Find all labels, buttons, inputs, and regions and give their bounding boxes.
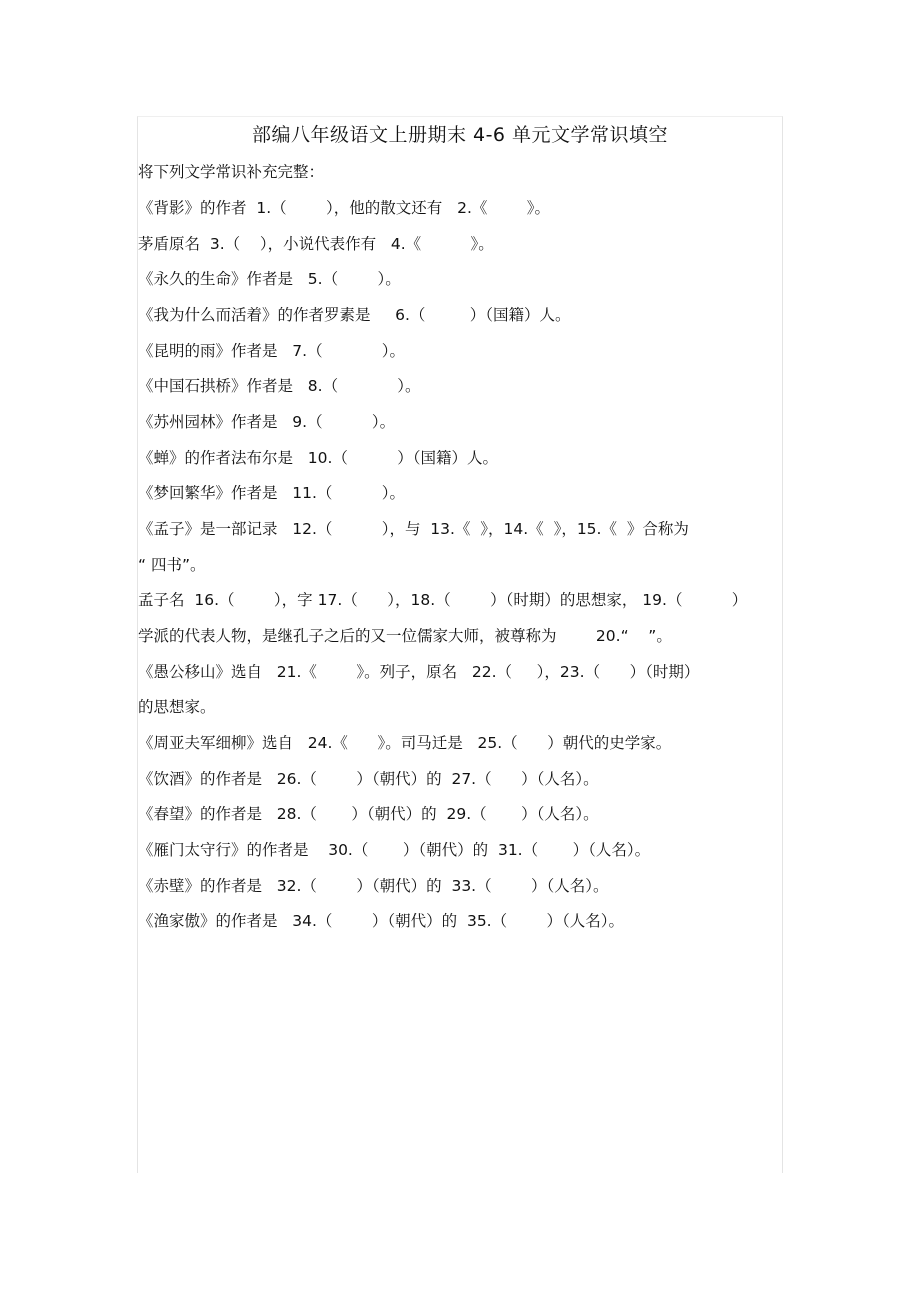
question-line: 《苏州园林》作者是 9.（ ）。 [138,413,396,431]
question-line-continued: 的思想家。 [138,698,216,716]
question-line: 《背影》的作者 1.（ ），他的散文还有 2.《 》。 [138,199,551,217]
question-line: 《中国石拱桥》作者是 8.（ ）。 [138,377,421,395]
question-line: 《蝉》的作者法布尔是 10.（ ）（国籍）人。 [138,449,498,467]
document-title: 部编八年级语文上册期末 4-6 单元文学常识填空 [251,124,669,146]
question-line: 《雁门太守行》的作者是 30.（ ）（朝代）的 31.（ ）（人名）。 [138,841,651,859]
question-line: 《我为什么而活着》的作者罗素是 6.（ ）（国籍）人。 [138,306,571,324]
question-line: 《饮酒》的作者是 26.（ ）（朝代）的 27.（ ）（人名）。 [138,770,599,788]
question-line: 《赤壁》的作者是 32.（ ）（朝代）的 33.（ ）（人名）。 [138,877,609,895]
question-line: 茅盾原名 3.（ ），小说代表作有 4.《 》。 [138,235,494,253]
question-line: 《周亚夫军细柳》选自 24.《 》。司马迁是 25.（ ）朝代的史学家。 [138,734,672,752]
instruction-line: 将下列文学常识补充完整： [138,163,325,181]
question-line: 《梦回繁华》作者是 11.（ ）。 [138,484,405,502]
question-line: 《永久的生命》作者是 5.（ ）。 [138,270,401,288]
question-line-continued: “ 四书”。 [138,556,206,574]
question-line: 《春望》的作者是 28.（ ）（朝代）的 29.（ ）（人名）。 [138,805,599,823]
question-line: 《渔家傲》的作者是 34.（ ）（朝代）的 35.（ ）（人名）。 [138,912,625,930]
question-line-continued: 学派的代表人物，是继孔子之后的又一位儒家大师，被尊称为 20.“ ”。 [138,627,672,645]
question-line: 《孟子》是一部记录 12.（ ），与 13.《 》，14.《 》，15.《 》合称为 [138,520,689,538]
question-line: 《愚公移山》选自 21.《 》。列子，原名 22.（ ），23.（ ）（时期） [138,663,700,681]
question-line: 孟子名 16.（ ），字 17.（ ），18.（ ）（时期）的思想家， 19.（ ） [138,591,748,609]
question-line: 《昆明的雨》作者是 7.（ ）。 [138,342,405,360]
